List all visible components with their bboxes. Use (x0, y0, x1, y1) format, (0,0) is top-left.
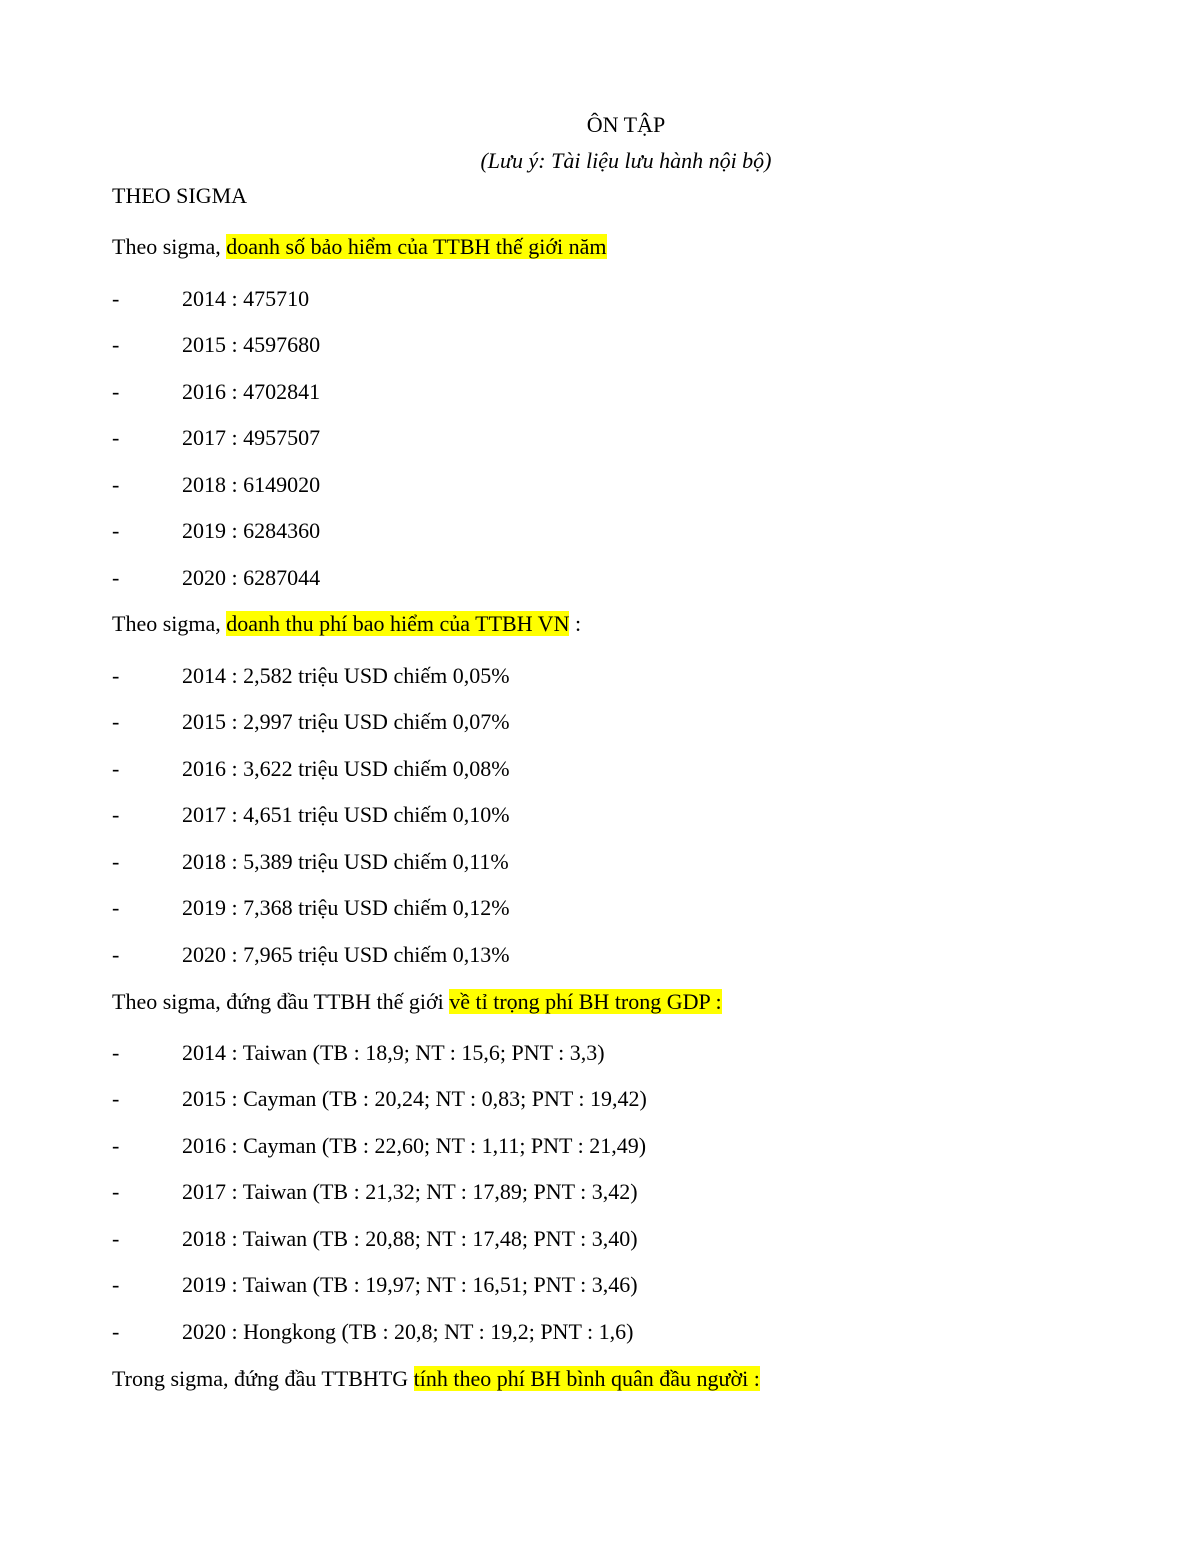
bullet-dash: - (112, 1226, 120, 1251)
list-item (112, 893, 510, 923)
list-item-text: 2014 : Taiwan (TB : 18,9; NT : 15,6; PNT : 3,3) (182, 1040, 605, 1065)
bullet-dash: - (112, 849, 120, 874)
list-item (112, 470, 320, 500)
list-item (112, 1270, 638, 1300)
heading-prefix: Trong sigma, đứng đầu TTBHTG (112, 1366, 414, 1391)
list-item (112, 1177, 638, 1207)
block-heading-gdp-share (112, 987, 722, 1017)
list-item-text: 2014 : 2,582 triệu USD chiếm 0,05% (182, 663, 510, 688)
heading-highlight: về tỉ trọng phí BH trong GDP : (449, 989, 722, 1014)
bullet-dash: - (112, 425, 120, 450)
list-item-text: 2015 : 2,997 triệu USD chiếm 0,07% (182, 709, 510, 734)
block-heading-per-capita (112, 1364, 760, 1394)
list-item (112, 940, 510, 970)
list-item (112, 1131, 646, 1161)
section-heading: THEO SIGMA (112, 183, 248, 208)
bullet-dash: - (112, 1319, 120, 1344)
list-item-text: 2015 : 4597680 (182, 332, 321, 357)
bullet-dash: - (112, 802, 120, 827)
list-item (112, 516, 320, 546)
list-item-text: 2016 : Cayman (TB : 22,60; NT : 1,11; PNT : 21,49) (182, 1133, 647, 1158)
bullet-dash: - (112, 663, 120, 688)
list-item-text: 2017 : 4957507 (182, 425, 321, 450)
bullet-dash: - (112, 1086, 120, 1111)
list-item (112, 330, 320, 360)
bullet-dash: - (112, 518, 120, 543)
list-item-text: 2019 : Taiwan (TB : 19,97; NT : 16,51; PNT : 3,46) (182, 1272, 638, 1297)
list-item-text: 2018 : 5,389 triệu USD chiếm 0,11% (182, 849, 509, 874)
bullet-dash: - (112, 472, 120, 497)
bullet-dash: - (112, 1040, 120, 1065)
list-item (112, 800, 510, 830)
bullet-dash: - (112, 709, 120, 734)
bullet-dash: - (112, 895, 120, 920)
list-item-text: 2017 : Taiwan (TB : 21,32; NT : 17,89; PNT : 3,42) (182, 1179, 638, 1204)
block-heading-world-sales (112, 232, 607, 262)
list-item (112, 1224, 638, 1254)
list-item-text: 2020 : 7,965 triệu USD chiếm 0,13% (182, 942, 510, 967)
heading-prefix: Theo sigma, đứng đầu TTBH thế giới (112, 989, 450, 1014)
list-item (112, 1038, 605, 1068)
list-item-text: 2014 : 475710 (182, 286, 310, 311)
list-item-text: 2019 : 6284360 (182, 518, 321, 543)
list-item (112, 1317, 633, 1347)
heading-suffix: : (569, 611, 582, 636)
list-item (112, 423, 320, 453)
heading-prefix: Theo sigma, (112, 234, 227, 259)
bullet-dash: - (112, 379, 120, 404)
bullet-dash: - (112, 756, 120, 781)
list-item-text: 2019 : 7,368 triệu USD chiếm 0,12% (182, 895, 510, 920)
heading-highlight: tính theo phí BH bình quân đầu người : (413, 1366, 760, 1391)
block-heading-vn-premium (112, 609, 581, 639)
bullet-dash: - (112, 1133, 120, 1158)
bullet-dash: - (112, 332, 120, 357)
heading-highlight: doanh thu phí bao hiểm của TTBH VN (226, 611, 570, 636)
list-item-text: 2016 : 4702841 (182, 379, 321, 404)
list-item-text: 2020 : 6287044 (182, 565, 321, 590)
bullet-dash: - (112, 286, 120, 311)
list-item-text: 2018 : 6149020 (182, 472, 321, 497)
list-item (112, 563, 320, 593)
heading-highlight: doanh số bảo hiểm của TTBH thế giới năm (226, 234, 607, 259)
bullet-dash: - (112, 1179, 120, 1204)
bullet-dash: - (112, 942, 120, 967)
list-item-text: 2020 : Hongkong (TB : 20,8; NT : 19,2; PNT : 1,6) (182, 1319, 634, 1344)
list-item-text: 2015 : Cayman (TB : 20,24; NT : 0,83; PNT : 19,42) (182, 1086, 647, 1111)
list-item (112, 1084, 647, 1114)
list-item (112, 284, 309, 314)
bullet-dash: - (112, 565, 120, 590)
document-title: ÔN TẬP (586, 112, 666, 137)
document-subtitle: (Lưu ý: Tài liệu lưu hành nội bộ) (480, 148, 772, 173)
list-item (112, 377, 320, 407)
bullet-dash: - (112, 1272, 120, 1297)
list-item (112, 754, 510, 784)
list-item (112, 661, 510, 691)
list-item-text: 2016 : 3,622 triệu USD chiếm 0,08% (182, 756, 510, 781)
heading-prefix: Theo sigma, (112, 611, 227, 636)
list-item-text: 2018 : Taiwan (TB : 20,88; NT : 17,48; PNT : 3,40) (182, 1226, 638, 1251)
list-item (112, 847, 509, 877)
list-item-text: 2017 : 4,651 triệu USD chiếm 0,10% (182, 802, 510, 827)
list-item (112, 707, 510, 737)
